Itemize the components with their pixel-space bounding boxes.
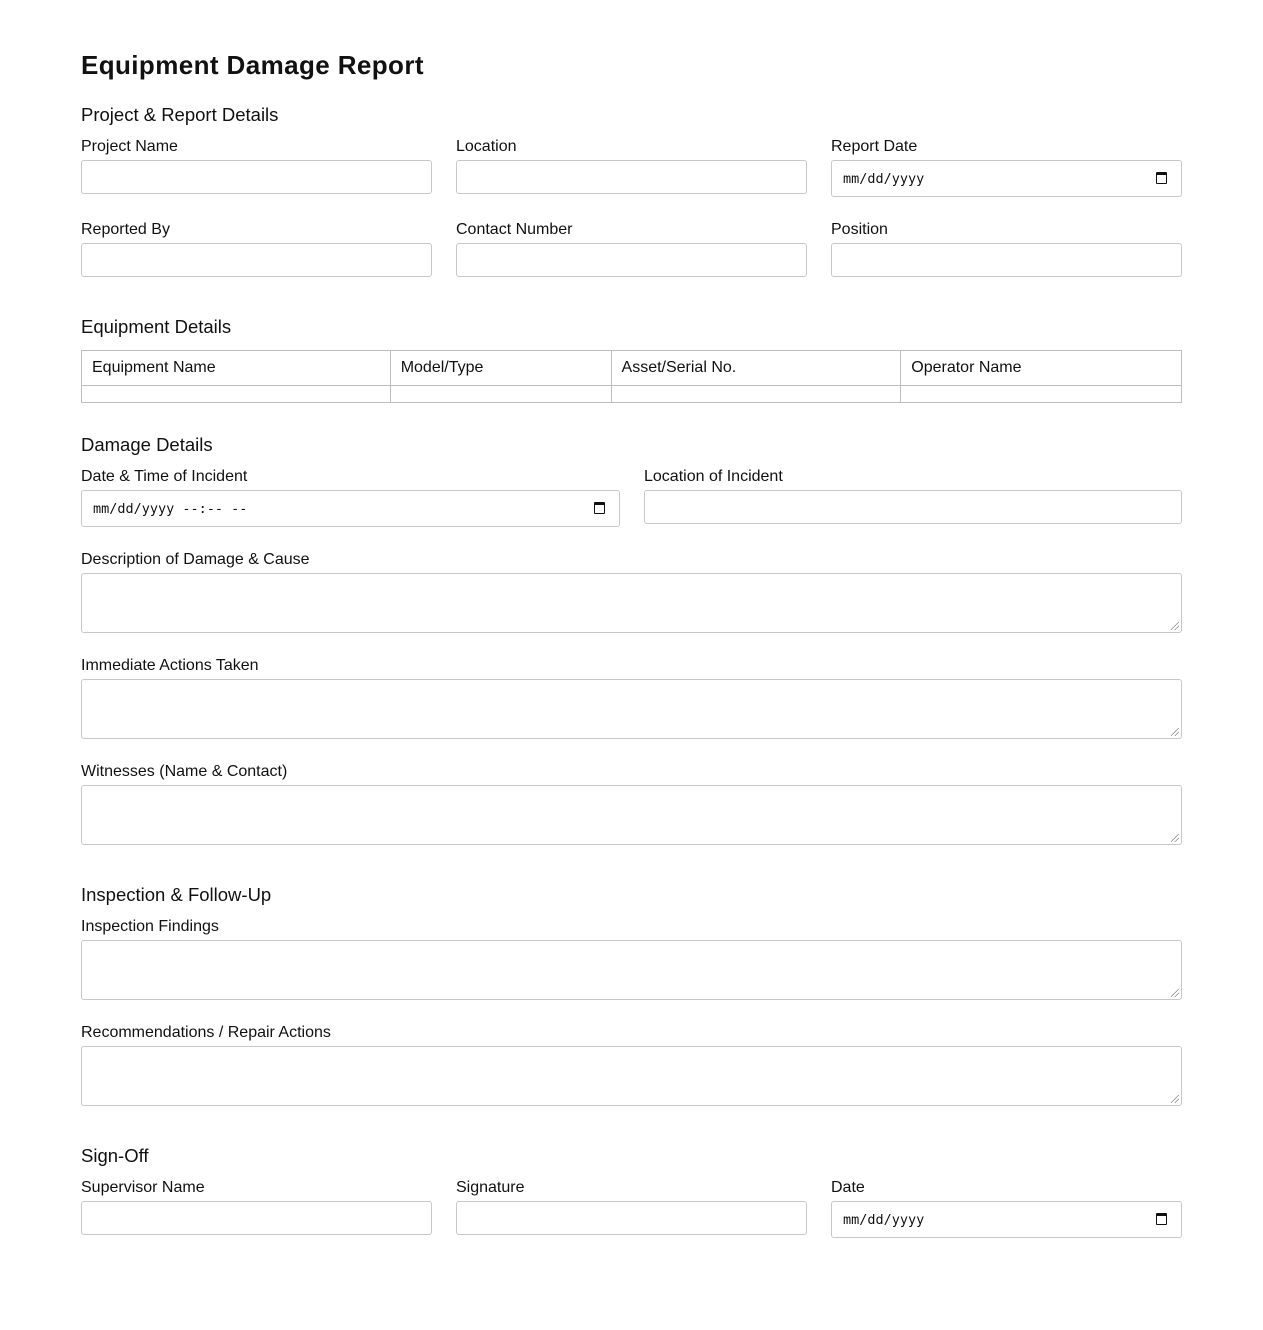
signoff-date-label: Date: [831, 1179, 865, 1196]
incident-location-input[interactable]: [644, 490, 1182, 524]
witnesses-textarea[interactable]: [81, 785, 1182, 845]
calendar-icon[interactable]: [1156, 172, 1167, 184]
column-header-model-type: Model/Type: [390, 351, 611, 386]
section-title-equipment: Equipment Details: [81, 316, 232, 337]
column-header-equipment-name: Equipment Name: [82, 351, 391, 386]
recommendations-textarea[interactable]: [81, 1046, 1182, 1106]
section-title-inspection: Inspection & Follow-Up: [81, 884, 272, 905]
resize-handle-icon[interactable]: [1171, 728, 1179, 736]
contact-number-label: Contact Number: [456, 221, 573, 238]
damage-description-textarea[interactable]: [81, 573, 1182, 633]
signature-input[interactable]: [456, 1201, 807, 1235]
table-row: [82, 386, 1182, 403]
resize-handle-icon[interactable]: [1171, 834, 1179, 842]
section-title-signoff: Sign-Off: [81, 1145, 149, 1166]
incident-datetime-input[interactable]: [81, 490, 620, 527]
damage-description-label: Description of Damage & Cause: [81, 551, 310, 568]
supervisor-name-label: Supervisor Name: [81, 1179, 205, 1196]
report-date-placeholder: mm/dd/yyyy: [843, 170, 925, 187]
supervisor-name-input[interactable]: [81, 1201, 432, 1235]
recommendations-label: Recommendations / Repair Actions: [81, 1024, 331, 1041]
inspection-findings-textarea[interactable]: [81, 940, 1182, 1000]
section-title-damage: Damage Details: [81, 434, 213, 455]
table-header-row: [82, 351, 1182, 386]
resize-handle-icon[interactable]: [1171, 622, 1179, 630]
reported-by-label: Reported By: [81, 221, 170, 238]
column-header-operator-name: Operator Name: [901, 351, 1182, 386]
immediate-actions-textarea[interactable]: [81, 679, 1182, 739]
location-label: Location: [456, 138, 517, 155]
reported-by-input[interactable]: [81, 243, 432, 277]
resize-handle-icon[interactable]: [1171, 1095, 1179, 1103]
signoff-date-input[interactable]: [831, 1201, 1182, 1238]
calendar-icon[interactable]: [1156, 1213, 1167, 1225]
project-name-input[interactable]: [81, 160, 432, 194]
witnesses-label: Witnesses (Name & Contact): [81, 763, 288, 780]
signoff-date-placeholder: mm/dd/yyyy: [843, 1211, 925, 1228]
report-date-label: Report Date: [831, 138, 918, 155]
position-input[interactable]: [831, 243, 1182, 277]
location-input[interactable]: [456, 160, 807, 194]
report-date-input[interactable]: [831, 160, 1182, 197]
resize-handle-icon[interactable]: [1171, 989, 1179, 997]
immediate-actions-label: Immediate Actions Taken: [81, 657, 259, 674]
column-header-asset-serial: Asset/Serial No.: [611, 351, 901, 386]
incident-datetime-label: Date & Time of Incident: [81, 468, 248, 485]
cell-asset-serial[interactable]: [611, 386, 901, 403]
position-label: Position: [831, 221, 888, 238]
section-title-project: Project & Report Details: [81, 104, 279, 125]
equipment-table: [81, 350, 1182, 403]
page-title: Equipment Damage Report: [81, 50, 424, 80]
cell-equipment-name[interactable]: [82, 386, 391, 403]
contact-number-input[interactable]: [456, 243, 807, 277]
cell-model-type[interactable]: [390, 386, 611, 403]
calendar-icon[interactable]: [594, 502, 605, 514]
incident-datetime-placeholder: mm/dd/yyyy --:-- --: [93, 500, 248, 517]
cell-operator-name[interactable]: [901, 386, 1182, 403]
project-name-label: Project Name: [81, 138, 178, 155]
signature-label: Signature: [456, 1179, 525, 1196]
incident-location-label: Location of Incident: [644, 468, 783, 485]
inspection-findings-label: Inspection Findings: [81, 918, 219, 935]
